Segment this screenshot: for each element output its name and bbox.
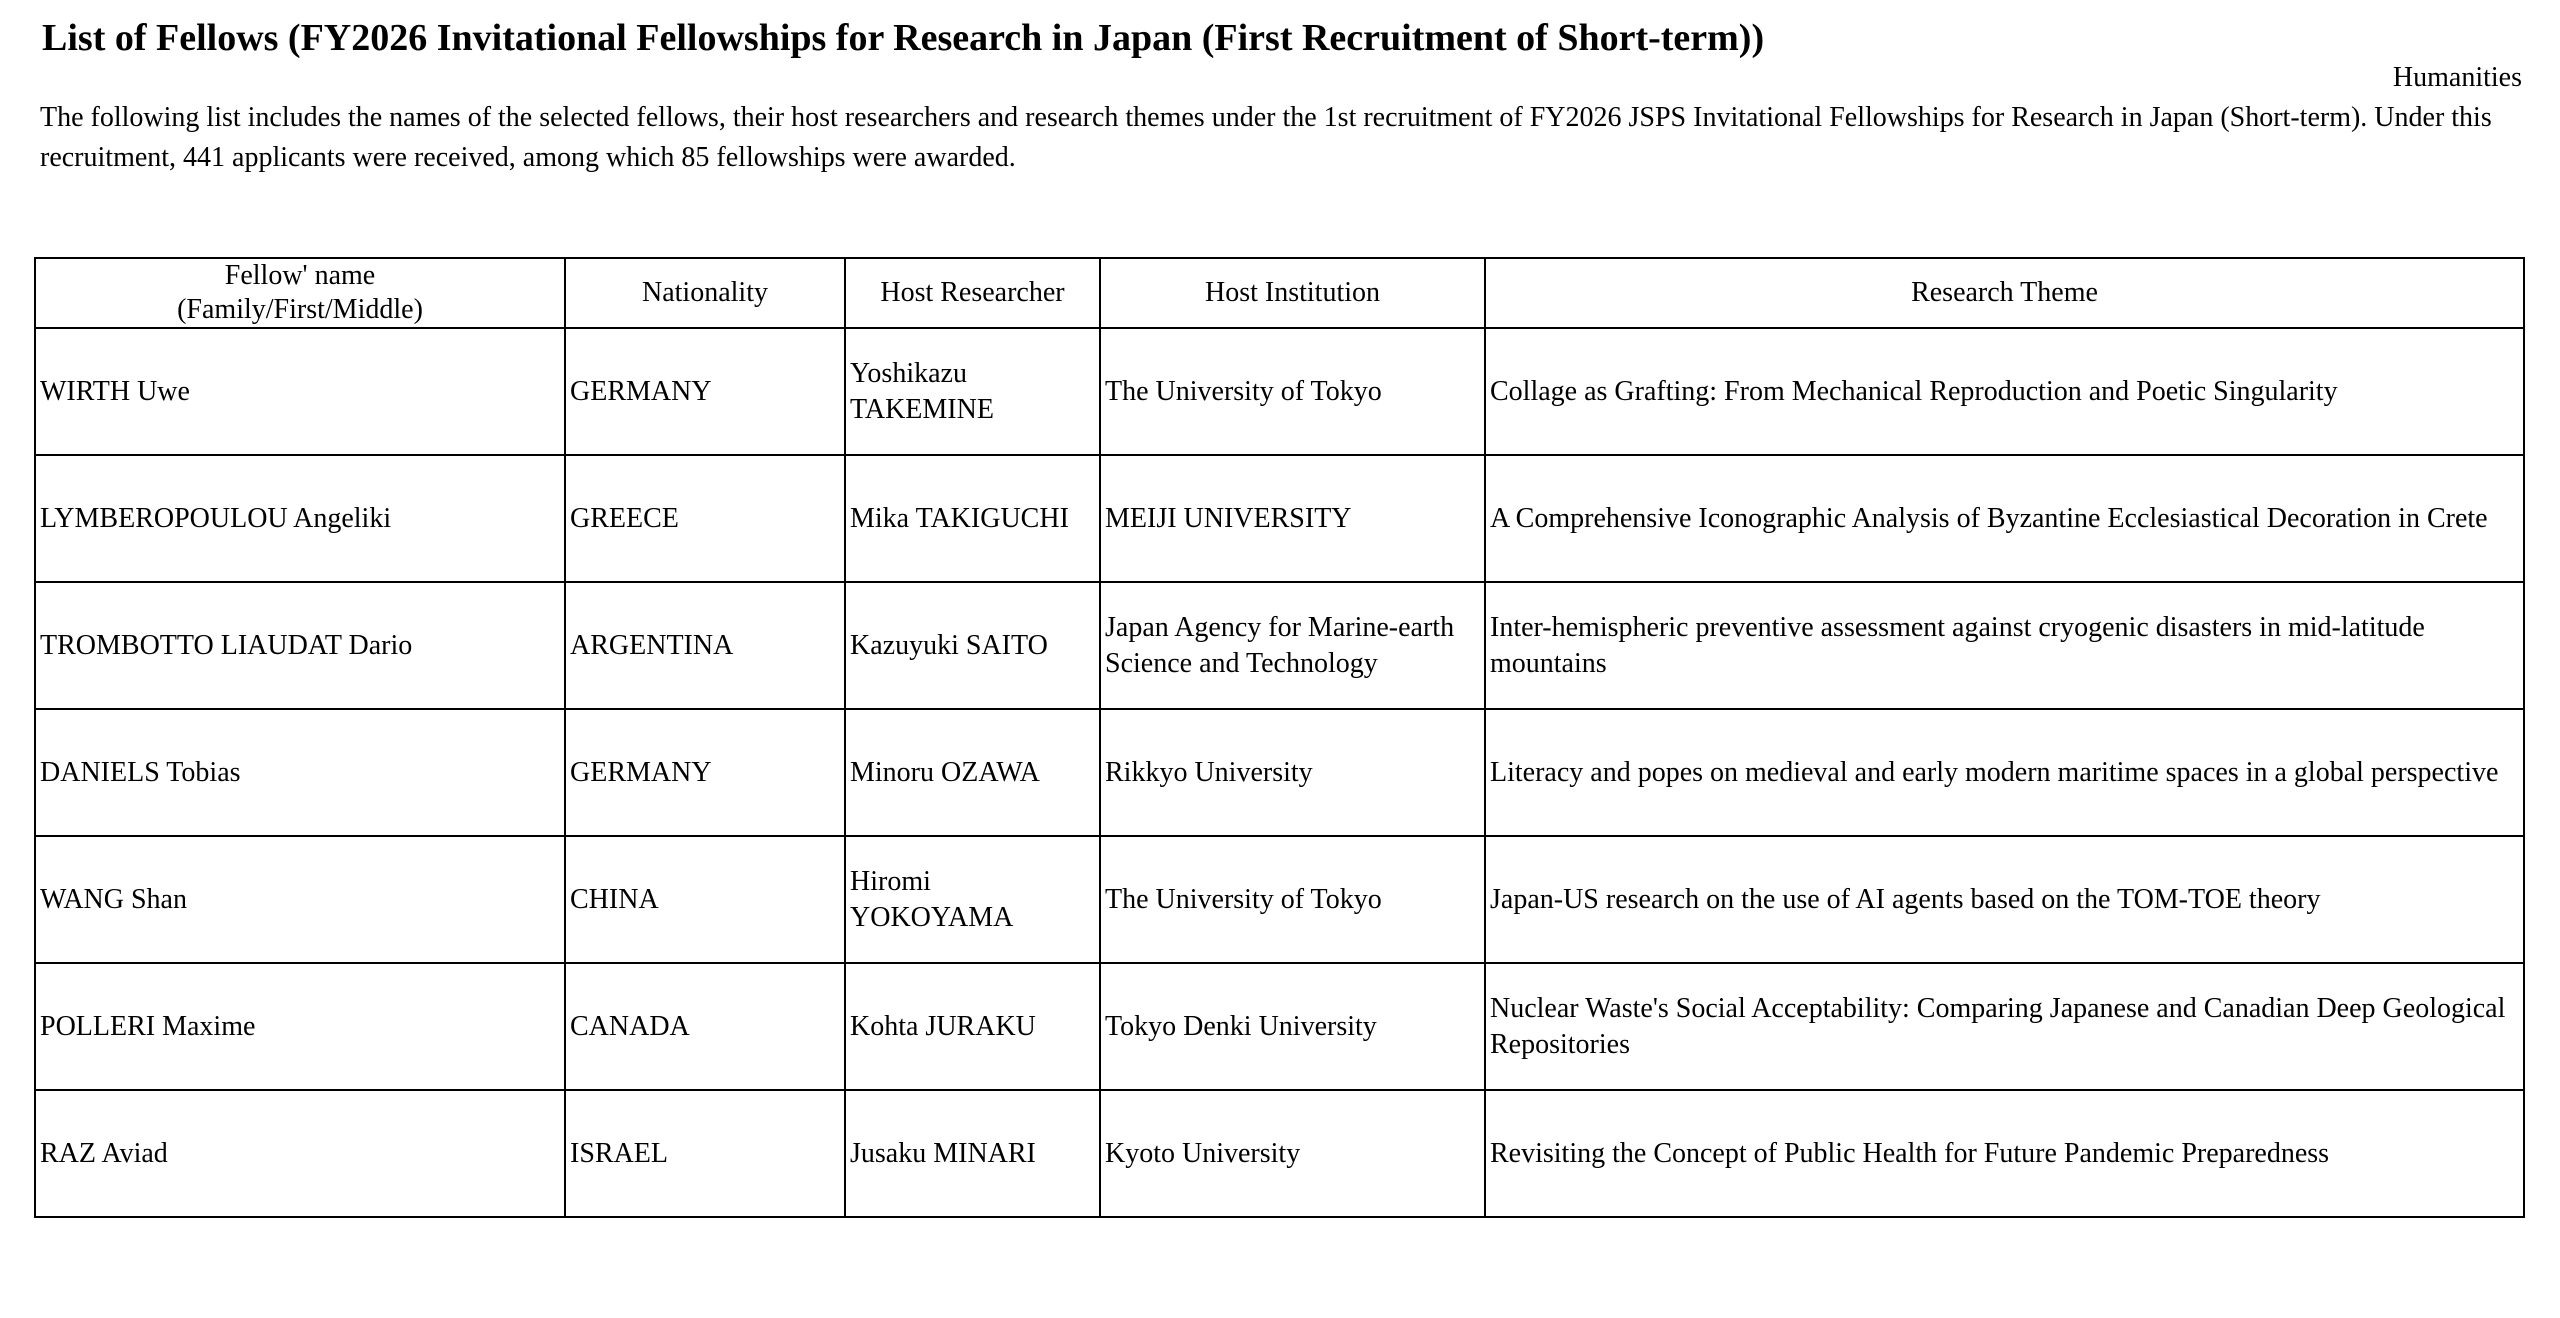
cell-research-theme: Collage as Grafting: From Mechanical Reproduction and Poetic Singularity [1485,328,2524,455]
header-research-theme: Research Theme [1485,258,2524,328]
cell-fellow-name: RAZ Aviad [35,1090,565,1217]
header-nationality: Nationality [565,258,845,328]
header-fellow-name [35,258,565,328]
cell-host-researcher: Hiromi YOKOYAMA [845,836,1100,963]
table-row [35,582,2524,709]
cell-research-theme: Literacy and popes on medieval and early modern maritime spaces in a global perspective [1485,709,2524,836]
cell-research-theme: Inter-hemispheric preventive assessment against cryogenic disasters in mid-latitude mountains [1485,582,2524,709]
table-row [35,963,2524,1090]
cell-host-institution: Japan Agency for Marine-earth Science and Technology [1100,582,1485,709]
cell-host-researcher: Mika TAKIGUCHI [845,455,1100,582]
table-row [35,455,2524,582]
table-row [35,328,2524,455]
fellows-table [34,257,2525,1218]
intro-paragraph: The following list includes the names of the selected fellows, their host researchers and research themes under the 1st recruitment of FY2026 JSPS Invitational Fellowships for Research in Japan (Short-term). Under this recruitment, 441 applicants were received, among which 85 fellowships were awarded. [40,102,2492,173]
cell-host-institution: Rikkyo University [1100,709,1485,836]
cell-research-theme: Nuclear Waste's Social Acceptability: Comparing Japanese and Canadian Deep Geological Repositories [1485,963,2524,1090]
cell-research-theme: Japan-US research on the use of AI agents based on the TOM-TOE theory [1485,836,2524,963]
cell-nationality: GERMANY [565,328,845,455]
table-header-row [35,258,2524,328]
header-fellow-name-line2: (Family/First/Middle) [177,294,423,325]
cell-fellow-name: TROMBOTTO LIAUDAT Dario [35,582,565,709]
cell-host-institution: Kyoto University [1100,1090,1485,1217]
cell-nationality: ISRAEL [565,1090,845,1217]
cell-nationality: GREECE [565,455,845,582]
table-row [35,1090,2524,1217]
cell-nationality: GERMANY [565,709,845,836]
cell-host-institution: The University of Tokyo [1100,836,1485,963]
cell-research-theme: Revisiting the Concept of Public Health for Future Pandemic Preparedness [1485,1090,2524,1217]
cell-nationality: CANADA [565,963,845,1090]
cell-host-institution: Tokyo Denki University [1100,963,1485,1090]
header-fellow-name-line1: Fellow' name [224,260,376,291]
header-host-researcher: Host Researcher [845,258,1100,328]
cell-host-researcher: Minoru OZAWA [845,709,1100,836]
cell-fellow-name: WIRTH Uwe [35,328,565,455]
cell-fellow-name: LYMBEROPOULOU Angeliki [35,455,565,582]
cell-host-researcher: Yoshikazu TAKEMINE [845,328,1100,455]
table-row [35,709,2524,836]
cell-nationality: CHINA [565,836,845,963]
category-label: Humanities [2392,62,2522,93]
cell-fellow-name: DANIELS Tobias [35,709,565,836]
cell-host-institution: MEIJI UNIVERSITY [1100,455,1485,582]
cell-fellow-name: POLLERI Maxime [35,963,565,1090]
page-title: List of Fellows (FY2026 Invitational Fellowships for Research in Japan (First Recruitment of Short-term)) [42,17,1765,59]
cell-nationality: ARGENTINA [565,582,845,709]
cell-host-researcher: Kohta JURAKU [845,963,1100,1090]
header-host-institution: Host Institution [1100,258,1485,328]
cell-host-researcher: Kazuyuki SAITO [845,582,1100,709]
cell-host-institution: The University of Tokyo [1100,328,1485,455]
table-row [35,836,2524,963]
cell-fellow-name: WANG Shan [35,836,565,963]
cell-host-researcher: Jusaku MINARI [845,1090,1100,1217]
cell-research-theme: A Comprehensive Iconographic Analysis of Byzantine Ecclesiastical Decoration in Crete [1485,455,2524,582]
